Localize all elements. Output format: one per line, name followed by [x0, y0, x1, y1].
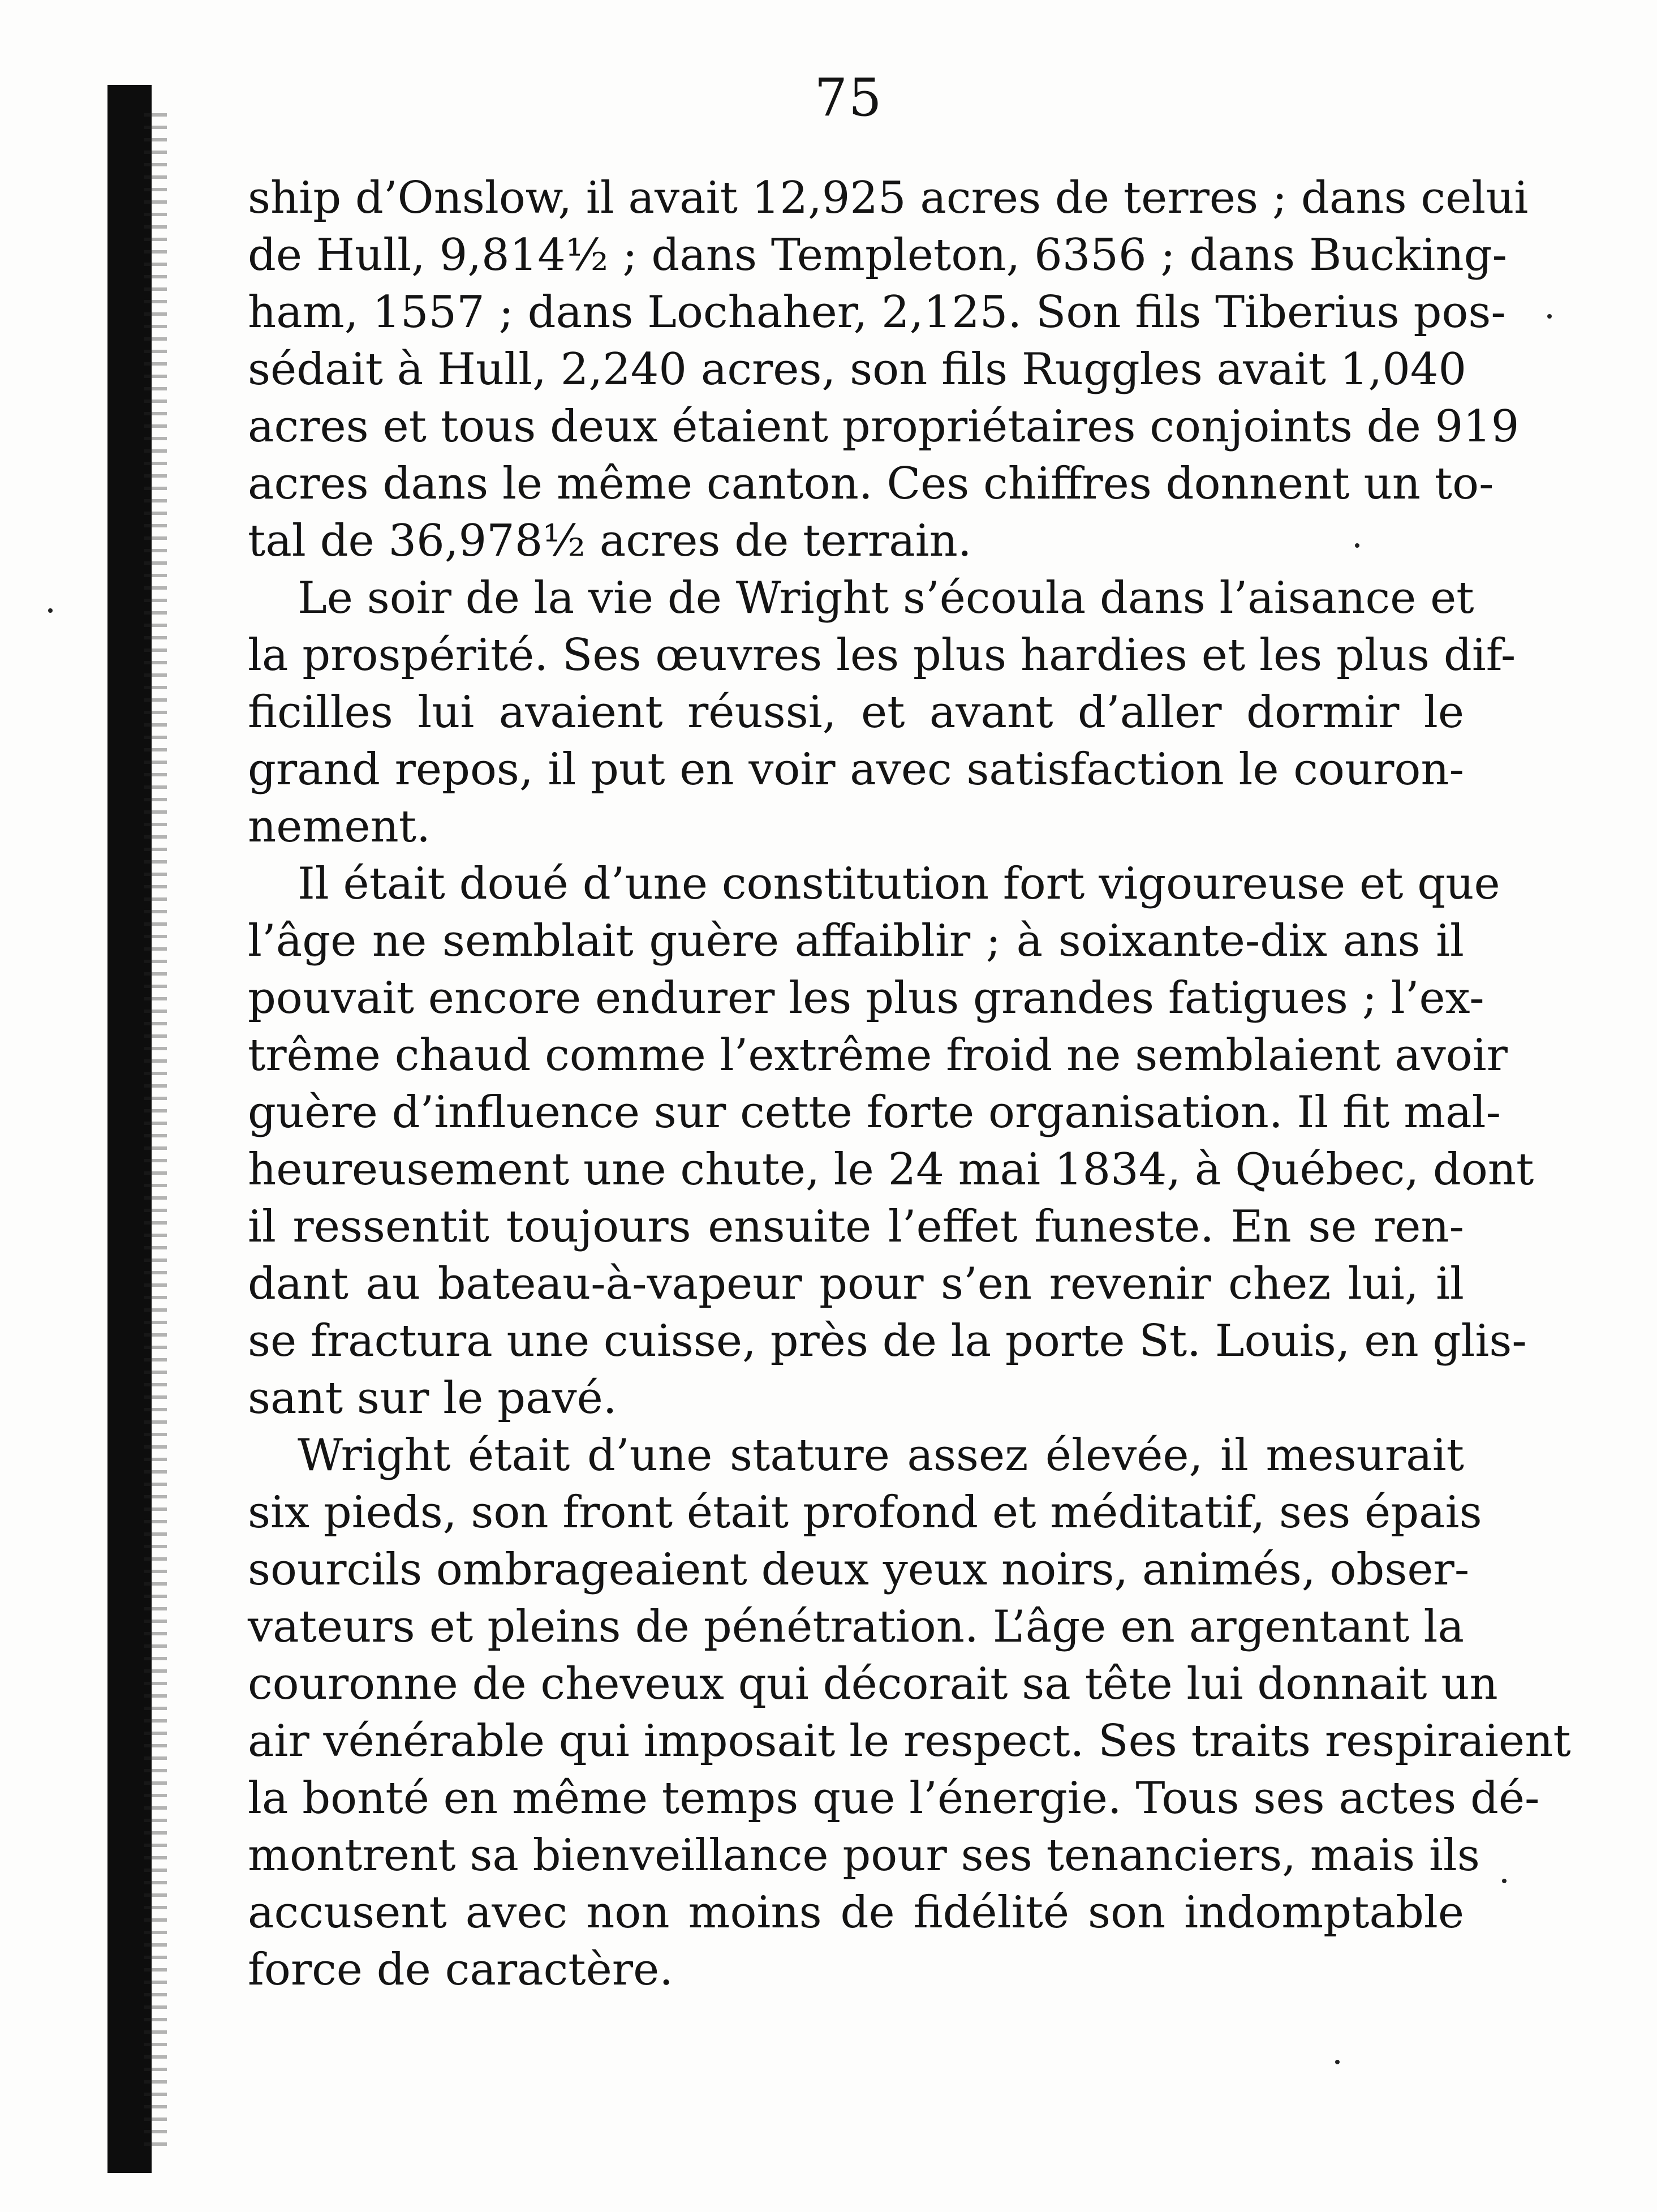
- text-line: ham, 1557 ; dans Lochaher, 2,125. Son fils Tiberius pos-: [248, 287, 1506, 338]
- text-line: air vénérable qui imposait le respect. Ses traits respiraient: [248, 1716, 1571, 1767]
- text-line: sant sur le pavé.: [248, 1373, 617, 1424]
- text-line: tal de 36,978½ acres de terrain.: [248, 516, 972, 566]
- paragraph-1: [248, 170, 1529, 570]
- text-line: couronne de cheveux qui décorait sa tête lui donnait un: [248, 1659, 1498, 1710]
- text-line: sédait à Hull, 2,240 acres, son fils Ruggles avait 1,040: [248, 344, 1467, 395]
- print-speck: [1502, 1879, 1507, 1883]
- text-line: montrent sa bienveillance pour ses tenanciers, mais ils: [248, 1830, 1480, 1881]
- text-line: la prospérité. Ses œuvres les plus hardies et les plus dif-: [248, 630, 1516, 681]
- text-line: pouvait encore endurer les plus grandes fatigues ; l’ex-: [248, 973, 1484, 1024]
- text-line: acres et tous deux étaient propriétaires conjoints de 919: [248, 401, 1520, 452]
- text-line: ship d’Onslow, il avait 12,925 acres de terres ; dans celui: [248, 173, 1529, 224]
- text-line: ficilles lui avaient réussi, et avant d’aller dormir le: [248, 687, 1464, 738]
- paragraph-2: [248, 570, 1516, 856]
- print-speck: [1355, 543, 1359, 548]
- text-line: Wright était d’une stature assez élevée, il mesurait: [298, 1430, 1464, 1481]
- text-line: nement.: [248, 801, 431, 852]
- print-speck: [1335, 2060, 1340, 2064]
- text-line: acres dans le même canton. Ces chiffres donnent un to-: [248, 458, 1494, 509]
- body-text: [248, 170, 1571, 1999]
- paragraph-4: [248, 1427, 1571, 1999]
- text-line: grand repos, il put en voir avec satisfaction le couron-: [248, 744, 1464, 795]
- text-line: trême chaud comme l’extrême froid ne semblaient avoir: [248, 1030, 1508, 1081]
- text-line: il ressentit toujours ensuite l’effet funeste. En se ren-: [248, 1201, 1464, 1252]
- print-speck: [48, 608, 53, 613]
- text-line: force de caractère.: [248, 1944, 674, 1995]
- text-line: Le soir de la vie de Wright s’écoula dans l’aisance et: [298, 573, 1474, 624]
- page-number: 75: [814, 67, 883, 128]
- text-line: l’âge ne semblait guère affaiblir ; à soixante-dix ans il: [248, 916, 1464, 967]
- text-line: six pieds, son front était profond et méditatif, ses épais: [248, 1487, 1482, 1538]
- text-line: sourcils ombrageaient deux yeux noirs, animés, obser-: [248, 1544, 1470, 1595]
- text-line: de Hull, 9,814½ ; dans Templeton, 6356 ; dans Bucking-: [248, 230, 1507, 281]
- text-line: heureusement une chute, le 24 mai 1834, à Québec, dont: [248, 1144, 1534, 1195]
- text-line: Il était doué d’une constitution fort vigoureuse et que: [298, 858, 1500, 909]
- paragraph-3: [248, 856, 1534, 1427]
- text-line: se fractura une cuisse, près de la porte St. Louis, en glis-: [248, 1316, 1527, 1367]
- text-line: la bonté en même temps que l’énergie. Tous ses actes dé-: [248, 1773, 1540, 1824]
- text-line: accusent avec non moins de fidélité son indomptable: [248, 1887, 1464, 1938]
- text-line: vateurs et pleins de pénétration. L’âge en argentant la: [248, 1601, 1464, 1652]
- text-line: guère d’influence sur cette forte organisation. Il fit mal-: [248, 1087, 1501, 1138]
- text-line: dant au bateau-à-vapeur pour s’en revenir chez lui, il: [248, 1259, 1464, 1309]
- binding-texture: [144, 113, 167, 2150]
- print-speck: [1547, 314, 1552, 319]
